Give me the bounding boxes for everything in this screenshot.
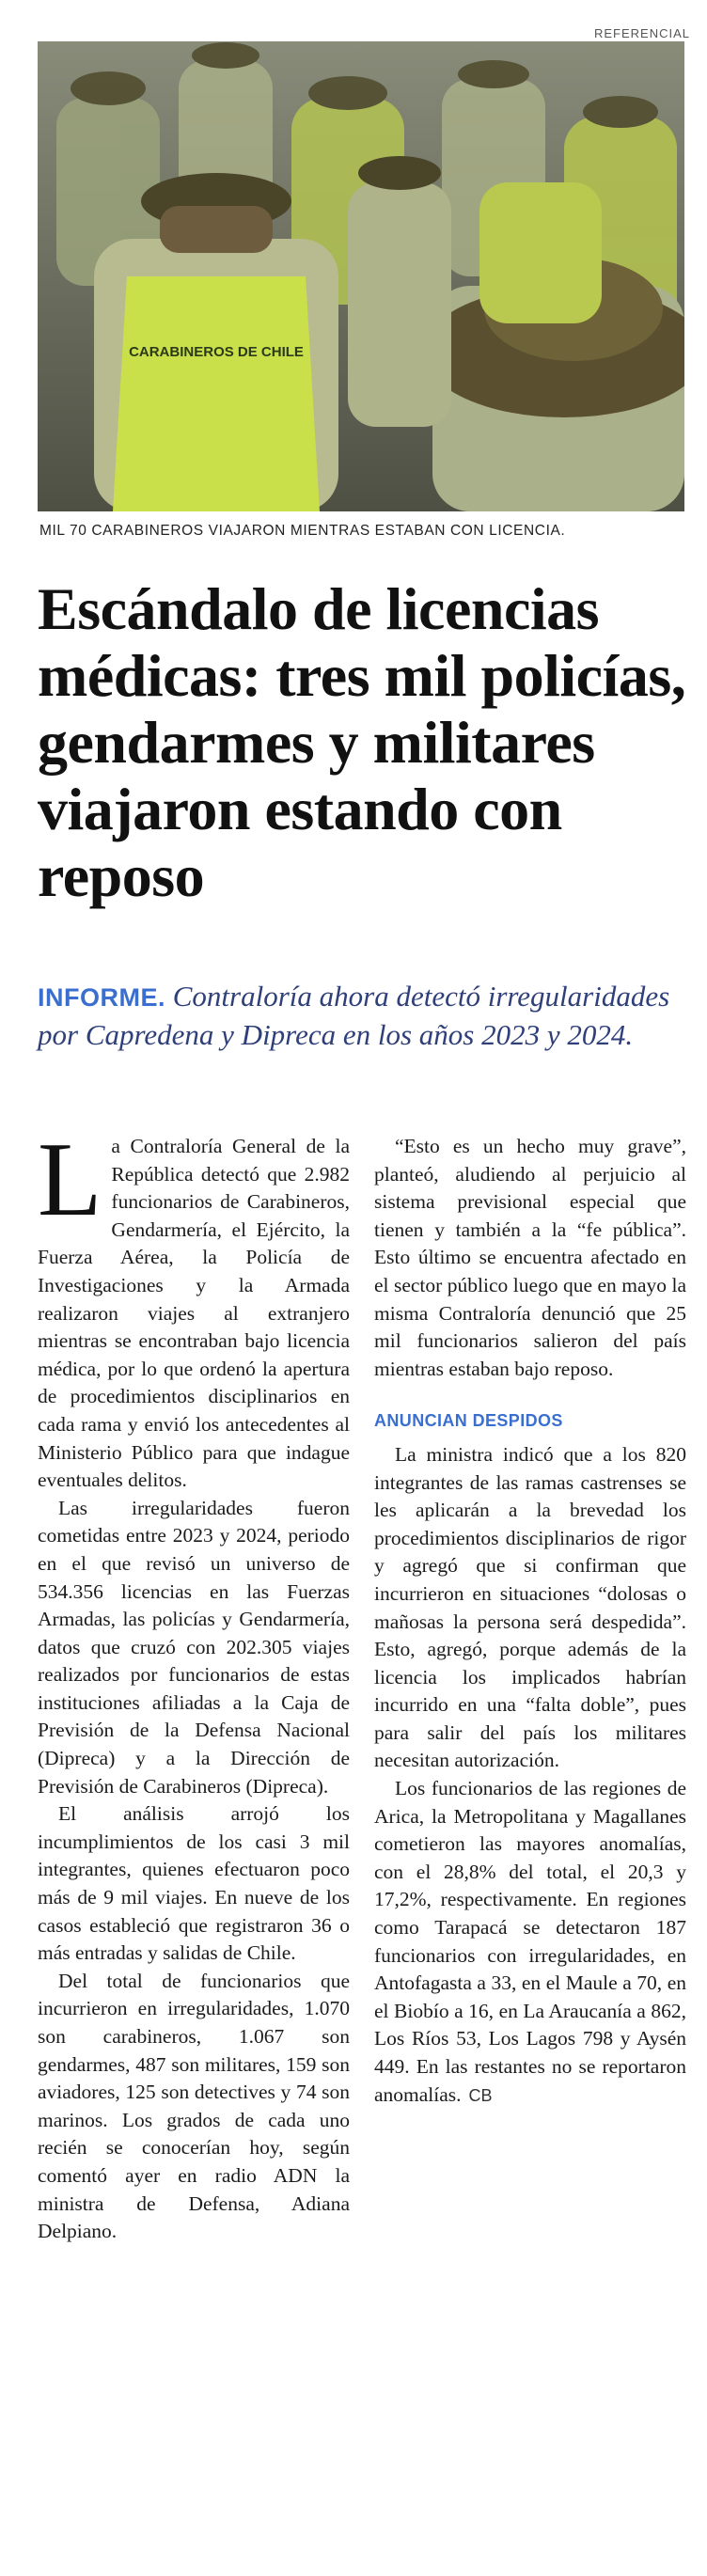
news-photo — [38, 41, 684, 511]
paragraph-1 — [38, 1122, 350, 1495]
headline: Escándalo de licencias médicas: tres mil policías, gendarmes y militares viajaron estando con reposo — [38, 575, 686, 909]
column-left — [38, 1122, 350, 2246]
carabineros-photo-illustration — [38, 41, 684, 511]
drop-cap: L — [38, 1122, 102, 1238]
vest-text: CARABINEROS DE CHILE — [129, 344, 304, 360]
paragraph-3: El análisis arrojó los incumplimientos de los casi 3 mil integrantes, quienes efectuaron poco más de 9 mil viajes. En nueve de los casos estableció que registraron 36 o más entradas y salidas de Chile. — [38, 1802, 350, 1965]
lead-kicker: INFORME. — [38, 983, 165, 1012]
paragraph-2: Las irregularidades fueron cometidas entre 2023 y 2024, periodo en el que revisó un universo de 534.356 licencias en las Fuerzas Armadas, las policías y Gendarmería, datos que cruzó con 202.305 viajes realizados por funcionarios de estas instituciones afiliadas a la Caja de Previsión de la Defensa Nacional (Dipreca) y a la Dirección de Previsión de Carabineros (Dipreca). — [38, 1496, 350, 1798]
photo-caption: MIL 70 CARABINEROS VIAJARON MIENTRAS ESTABAN CON LICENCIA. — [39, 523, 566, 539]
lead-text: Contraloría ahora detectó irregularidades por Capredena y Dipreca en los años 2023 y 2024. — [38, 980, 670, 1051]
subhead: ANUNCIAN DESPIDOS — [374, 1411, 563, 1431]
section-label: REFERENCIAL — [593, 26, 690, 40]
paragraph-7-text: Los funcionarios de las regiones de Arica, la Metropolitana y Magallanes cometieron las mayores anomalías, con el 28,8% del total, el 20,3 y 17,2%, respectivamente. En regiones como Tarapacá se detectaron 187 funcionarios con irregularidades, en Antofagasta a 33, en el Maule a 70, en el Biobío a 16, en La Araucanía a 862, Los Ríos 53, Los Lagos 798 y Aysén 449. En las restantes no se reportaron anomalías. — [374, 1777, 686, 2106]
article-body — [38, 1122, 686, 2246]
paragraph-6: La ministra indicó que a los 820 integrantes de las ramas castrenses se les aplicarán a la brevedad los procedimientos disciplinarios de rigor y agregó que si confirman que incurrieron en situaciones “dolosas o mañosas la persona será despedida”. Esto, agregó, porque además de la licencia los implicados habrían incurrido en una “falta doble”, pues para salir del país los militares necesitan autorización. — [374, 1442, 686, 1772]
paragraph-4: Del total de funcionarios que incurrieron en irregularidades, 1.070 son carabineros, 1.067 son gendarmes, 487 son militares, 159 son aviadores, 125 son detectives y 74 son marinos. Los grados de cada uno recién se conocerían hoy, según comentó ayer en radio ADN la ministra de Defensa, Adiana Delpiano. — [38, 1969, 350, 2243]
paragraph-5: “Esto es un hecho muy grave”, planteó, aludiendo al perjuicio al sistema previsional especial que tienen y también a la “fe pública”. Esto último se encuentra afectado en el sector público luego que en mayo la misma Contraloría denunció que 25 mil funcionarios salieron del país mientras estaban bajo reposo. — [374, 1135, 686, 1380]
end-mark-icon: CB — [468, 2085, 493, 2105]
column-right — [374, 1133, 686, 2246]
paragraph-7 — [374, 1775, 686, 2110]
paragraph-1-text: a Contraloría General de la República detectó que 2.982 funcionarios de Carabineros, Gendarmería, el Ejército, la Fuerza Aérea, la Policía de Investigaciones y la Armada realizaron viajes al extranjero mientras se encontraban bajo licencia médica, por lo que ordenó la apertura de procedimientos disciplinarios en cada rama y envió los antecedentes al Ministerio Público para que indague eventuales delitos. — [38, 1135, 350, 1492]
lead-paragraph — [38, 978, 686, 1054]
